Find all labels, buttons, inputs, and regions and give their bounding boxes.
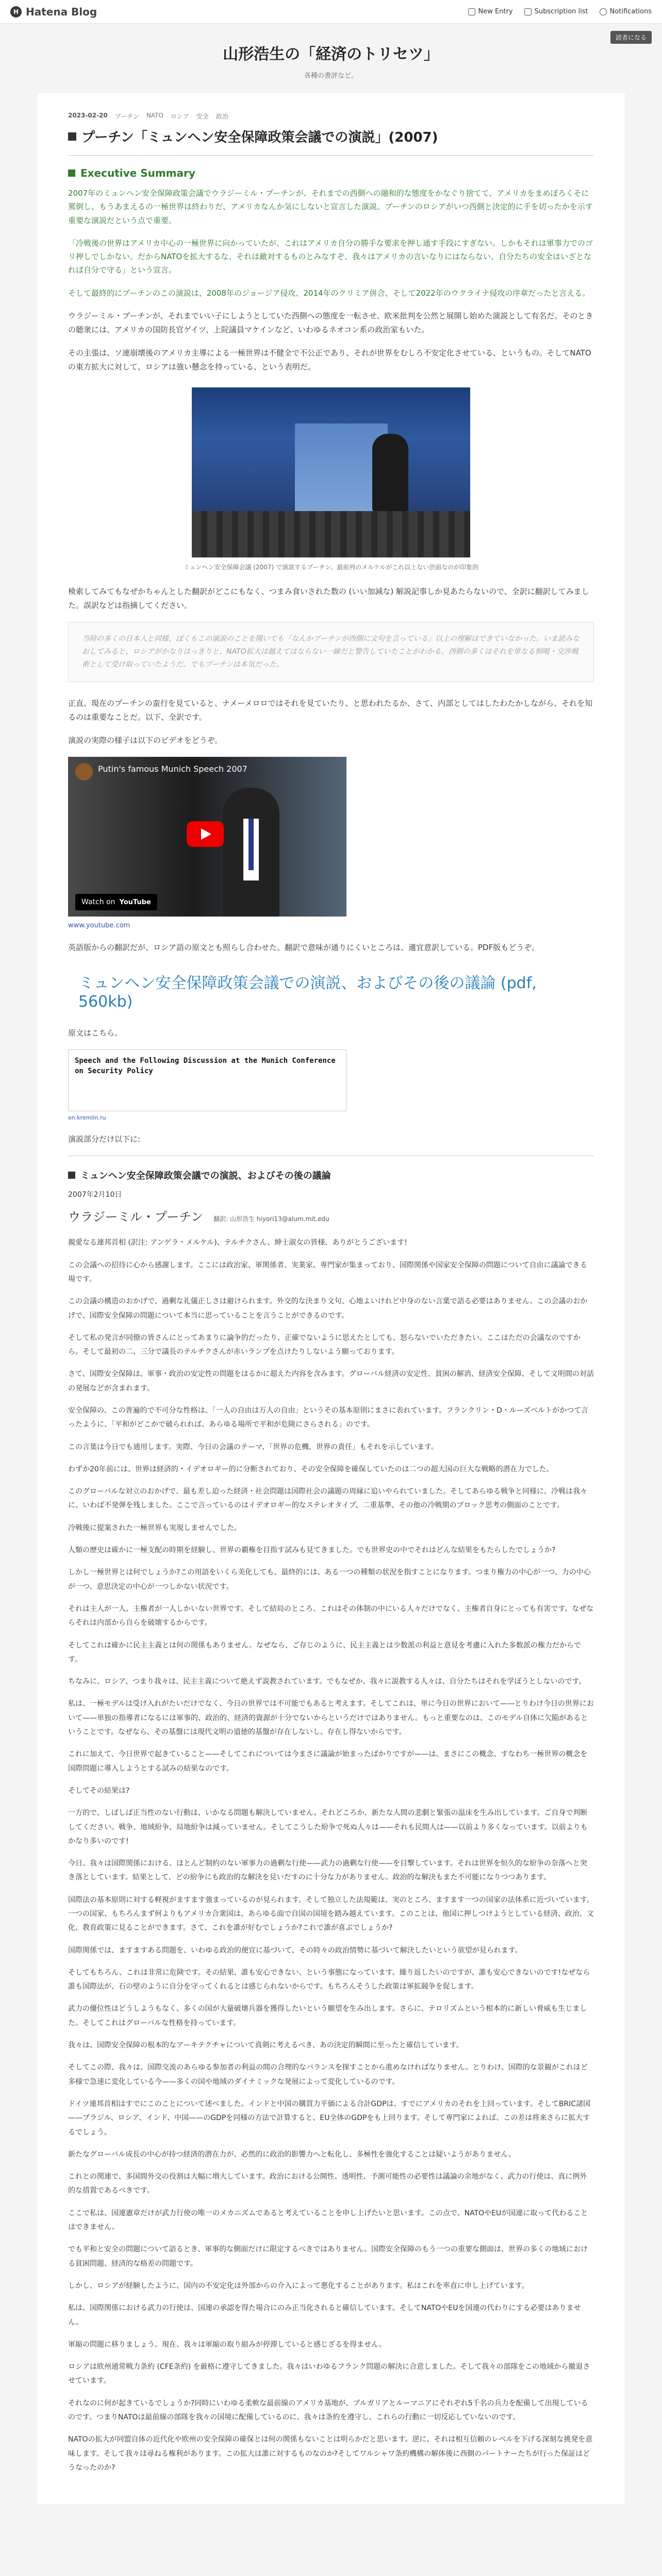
speech-paragraph: そしてこの際、我々は、国際交流のあらゆる参加者の利益の間の合理的なバランスを探すことから進めなければなりません。とりわけ、国際的な景観がこれほど多様で急速に変化している今——多くの国や地域のダイナミックな発展によって変化しているのです。 <box>68 2063 588 2086</box>
speech-paragraph: 今日、我々は国際関係における、ほとんど制約のない軍事力の過剰な行使——武力の過剰な行使——を目撃しています。それは世界を恒久的な紛争の奈落へと突き落としています。結果として、どの紛争にも政治的な解決を見いだすのに十分な力がありません。政治的な解決もまた不可能になりつつあります。 <box>68 1859 587 1882</box>
entry-meta <box>68 112 594 121</box>
speech-paragraph: 一方的で、しばしば正当性のない行動は、いかなる問題も解決していません。それどころか、新たな人間の悲劇と緊張の温床を生み出しています。ご自身で判断してください。戦争、地域紛争、局地紛争は減っていません。そしてこうした紛争で死ぬ人々は——それも民間人は——以前より多くなっています。以前よりもかなり多いのです! <box>68 1809 588 1845</box>
speech-paragraph: 安全保障の、この普遍的で不可分な性格は、「一人の自由は万人の自由」というその基本原則にまさに表れています。フランクリン・D・ルーズベルトがかつて言ったように、「平和がどこかで破られれば、あらゆる場所で平和が危険にさらされる」のです。 <box>68 1406 589 1429</box>
blog-header <box>0 24 662 93</box>
video-title[interactable]: Putin's famous Munich Speech 2007 <box>98 764 247 774</box>
speech-paragraph: このグローバルな対立のおかげで、最も差し迫った経済・社会問題は国際社会の議題の周縁に追いやられていました。そしてあらゆる戦争と同様に、冷戦は我々に、いわば不発弾を残しました。ここで言っているのはイデオロギー的なステレオタイプ、二重基準、その他の冷戦期のブロック思考の側面のことです。 <box>68 1487 588 1510</box>
watch-on-label: Watch on <box>81 898 115 907</box>
speech-date: 2007年2月10日 <box>68 1191 122 1199</box>
body-paragraph: 検索してみてもなぜかちゃんとした翻訳がどこにもなく、つまみ食いされた数の (いい加減な) 解説記事しか見あたらないので、全訳に翻訳してみました。誤訳などは指摘してください。 <box>68 586 589 610</box>
list-icon <box>524 8 532 15</box>
speech-paragraph: 我々は、国際安全保障の根本的なアーキテクチャについて真剣に考えるべき、あの決定的瞬間に至ったと確信しています。 <box>68 2041 464 2050</box>
youtube-embed[interactable] <box>68 757 346 917</box>
body-paragraph: 正直、現在のプーチンの蛮行を見ていると、ナメーメロロではそれを見ていたり、と思われたるか、さて、内部としてはしたわたかしながら、それを知るのは重要なことだ。以下、全訳です。 <box>68 699 593 722</box>
speaker-name: ウラジーミル・プーチン <box>68 1210 204 1225</box>
speech-paragraph: この言葉は今日でも通用します。実際、今日の会議のテーマ、「世界の危機、世界の責任」もそれを示しています。 <box>68 1443 438 1451</box>
pencil-icon <box>468 8 475 15</box>
category-link[interactable]: NATO <box>146 112 163 119</box>
speech-photo <box>192 387 470 557</box>
speech-paragraph: そしてこれは確かに民主主義とは何の関係もありません。なぜなら、ご存じのように、民主主義とは少数派の利益と意見を考慮に入れた多数派の権力だからです。 <box>68 1641 581 1664</box>
body-paragraph: その主張は、ソ連崩壊後のアメリカ主導による一極世界は不健全で不公正であり、それが世界をむしろ不安定化させている、というもの。そしてNATOの東方拡大に対して、ロシアは強い懸念を持っている、という表明だ。 <box>68 348 591 371</box>
entry-date[interactable]: 2023-02-20 <box>68 112 108 119</box>
speech-paragraph: 私は、国際関係における武力の行使は、国連の承認を得た場合にのみ正当化されると確信しています。そしてNATOやEUを国連の代わりにする必要はありません。 <box>68 2304 581 2327</box>
speech-paragraph: 国際法の基本原則に対する軽視がますます強まっているのが見られます。そして独立した法規範は、実のところ、ますます一つの国家の法体系に近づいています。一つの国家、もちろんまず何よりもアメリカ合衆国は、あらゆる面で自国の国境を踏み越えています。このことは、他国に押しつけようとしている経済、政治、文化、教育政策に見ることができます。さて、これを誰が好むでしょうか?これで誰が喜ぶでしょうか? <box>68 1895 594 1933</box>
blockquote: 当時の多くの日本人と同様、ぼくもこの演説のことを聞いても「なんかプーチンが西側に文句を言っている」以上の理解はできていなかった。いま読みなおしてみると、ロシアがかなりはっきりと、NATO拡大は越えてはならない一線だと警告していたことがわかる。西側の多くはそれを単なる恫喝・交渉戦術として受け取っていたようだ。でもプーチンは本気だった。 <box>68 622 594 683</box>
speech-paragraph: それなのに何が起きているでしょうか?同時にいわゆる柔軟な最前線のアメリカ基地が、ブルガリアとルーマニアにそれぞれ5千名の兵力を配備して出現しているのです。つまりNATOは最前線の部隊を我々の国境に配備しているのに、我々は条約を遵守し、これらの行動に一切反応していないのです。 <box>68 2399 588 2422</box>
speech-paragraph: さて、国際安全保障は、軍事・政治の安定性の問題をはるかに超えた内容を含みます。グローバル経済の安定性、貧困の解消、経済安全保障、そして文明間の対話の発展などが含まれます。 <box>68 1370 594 1393</box>
brand-label: Hatena Blog <box>26 5 97 18</box>
speech-paragraph: 人類の歴史は確かに一極支配の時期を経験し、世界の覇権を目指す試みも見てきました。でも世界史の中でそれはどんな結果をもたらしたでしょうか? <box>68 1546 556 1555</box>
speech-paragraph: 私は、一極モデルは受け入れがたいだけでなく、今日の世界では不可能でもあると考えます。そしてこれは、単に今日の世界において——とりわけ今日の世界において——単独の指導者になるには軍事的、政治的、経済的資源が十分でないからというだけではありません。もっと重要なのは、このモデル自体に欠陥があるということです。なぜなら、その基盤には現代文明の道徳的基盤が存在しないし、存在し得ないからです。 <box>68 1700 594 1737</box>
speech-paragraph: ドイツ連邦首相はすでにこのことについて述べました。インドと中国の購買力平価による合計GDPは、すでにアメリカのそれを上回っています。そしてBRIC諸国——ブラジル、ロシア、インド、中国——のGDPを同様の方法で計算すると、EU全体のGDPをも上回ります。そして専門家によれば、この差は将来さらに拡大するでしょう。 <box>68 2099 591 2137</box>
exec-summary-heading <box>68 167 594 179</box>
top-bar <box>0 0 662 24</box>
title-square-icon <box>68 132 76 141</box>
category-link[interactable]: ロシア <box>170 113 189 120</box>
speech-paragraph: この会議の構造のおかげで、過剰な礼儀正しさは避けられます。外交的な決まり文句、心地よいけれど中身のない言葉で語る必要はありません。この会議のおかげで、国際安全保障の問題について本当に思っていることを言うことができるのです。 <box>68 1297 588 1320</box>
source-embed-card[interactable]: Speech and the Following Discussion at the Munich Conference on Security Policy <box>68 1049 346 1111</box>
exec-summary-paragraph: 「冷戦後の世界はアメリカ中心の一極世界に向かっていたが、これはアメリカ自分の勝手な要求を押し通す手段にすぎない。しかもそれは軍事力でのゴリ押しでしかない。だからNATOを拡大するな、それは敵対するものとみなすぞ、我々はアメリカの言いなりにはならない、自分たちの安全はいざとなれば自分で守る」という宣言。 <box>68 238 593 275</box>
speech-paragraph: そしてその結果は? <box>68 1786 130 1795</box>
exec-summary-paragraph: そして最終的にプーチンのこの演説は、2008年のジョージア侵攻、2014年のクリミア併合、そして2022年のウクライナ侵攻の序章だったと言える。 <box>68 288 590 298</box>
entry-title[interactable] <box>68 127 594 146</box>
speaker-figure <box>223 788 279 917</box>
speech-section-heading <box>68 1168 594 1182</box>
speech-paragraph: ちなみに、ロシア、つまり我々は、民主主義について絶えず説教されています。でもなぜか、我々に説教する人々は、自分たちはそれを学ぼうとしないのです。 <box>68 1677 586 1686</box>
speaker-figure <box>372 434 408 511</box>
speech-body <box>68 1236 594 2475</box>
heading-square-icon <box>68 170 75 177</box>
play-icon[interactable] <box>187 821 224 847</box>
speech-paragraph: 武力の優位性はどうしようもなく、多くの国が大量破壊兵器を獲得したいという願望を生み出します。さらに、テロリズムという根本的に新しい脅威も生じました。そしてこれはグローバルな性格を持っています。 <box>68 2005 587 2027</box>
blog-title[interactable]: 山形浩生の「経済のトリセツ」 <box>223 45 439 63</box>
notifications-label: Notifications <box>609 8 652 15</box>
category-link[interactable]: プーチン <box>114 113 139 120</box>
speech-paragraph: そして私の発言が同僚の皆さんにとってあまりに論争的だったり、正確でないように思えたとしても、怒らないでいただきたい。ここはただの会議なのですから。そして最初の二、三分で議長のテルチクさんが赤いランプを点けたりしないよう願っております。 <box>68 1333 581 1357</box>
blog-description: 各種の書評など。 <box>304 72 358 80</box>
speech-paragraph: そしてもちろん、これは非常に危険です。その結果、誰も安心できない、という事態になっています。繰り返したいのですが、誰も安心できないのです!なぜなら誰も国際法が、石の壁のように自分を守ってくれるとは感じられないからです。もちろんそうした政策は軍拡競争を促します。 <box>68 1968 590 1991</box>
bottom-fade <box>0 2514 662 2576</box>
body-paragraph: ウラジーミル・プーチンが、それまでいい子にしようとしていた西側への態度を一転させ、欧米批判を公然と展開し始めた演説として有名だ。そのときの聴衆には、アメリカの国防長官ゲイツ、上院議員マケインなど、いわゆるネオコン系の政治家もいた。 <box>68 311 593 334</box>
speech-paragraph: これとの関連で、多国間外交の役割は大幅に増大しています。政治における公開性、透明性、予測可能性の必要性は議論の余地がなく、武力の行使は、真に例外的な措置であるべきです。 <box>68 2173 587 2195</box>
subscription-list-label: Subscription list <box>534 8 588 15</box>
hatena-logo-icon: H <box>10 6 22 18</box>
speech-section-heading-text: ミュンヘン安全保障政策会議での演説、およびその後の議論 <box>80 1171 331 1182</box>
hatena-logo[interactable] <box>10 6 97 18</box>
divider <box>68 155 594 156</box>
pdf-download-link[interactable]: ミュンヘン安全保障政策会議での演説、およびその後の議論 (pdf, 560kb) <box>78 974 537 1011</box>
entry-content <box>37 93 625 2504</box>
source-embed-domain[interactable]: en.kremlin.ru <box>68 1114 106 1122</box>
youtube-logo: YouTube <box>119 898 151 906</box>
speech-paragraph: ロシアは欧州通常戦力条約 (CFE条約) を厳格に遵守してきました。我々はいわゆるフランク問題の解決に合意しました。そして我々の部隊をこの地域から撤退させています。 <box>68 2363 590 2385</box>
speech-paragraph: 軍縮の問題に移りましょう。現在、我々は軍縮の取り組みが停滞していると感じざるを得ません。 <box>68 2340 386 2349</box>
entry-title-text: プーチン「ミュンヘン安全保障政策会議での演説」(2007) <box>81 130 438 145</box>
speech-paragraph: これに加えて、今日世界で起きていること——そしてこれについては今まさに議論が始まったばかりですが——は、まさにこの概念、すなわち一極世界の概念を国際問題に導入しようとする試みの結果なのです。 <box>68 1750 588 1773</box>
exec-summary-heading-text: Executive Summary <box>80 167 195 179</box>
audience <box>192 511 470 557</box>
speech-paragraph: 親愛なる連邦首相 (訳注: アンゲラ・メルケル)、テルチクさん、紳士淑女の皆様、ありがとうございます! <box>68 1239 407 1247</box>
exec-summary-paragraph: 2007年のミュンヘン安全保障政策会議でウラジーミル・プーチンが、それまでの西側への融和的な態度をかなぐり捨てて、アメリカをまめぼろくそに罵倒し、もうあまえるの一極世界は終わりだ、アメリカなんか気にしないと宣言した演説。プーチンのロシアがいつ西側と決定的に手を切ったかを示す重要な演説だという点で重要。 <box>68 189 593 225</box>
subscribe-button[interactable]: 読者になる <box>610 31 652 44</box>
category-link[interactable]: 安全 <box>196 113 209 120</box>
speech-paragraph: 新たなグローバル成長の中心が持つ経済的潜在力が、必然的に政治的影響力へと転化し、多極性を強化することは疑いようがありません。 <box>68 2150 516 2159</box>
speaker-line <box>68 1207 594 1225</box>
channel-avatar[interactable] <box>75 763 93 781</box>
subscription-list-link[interactable] <box>524 8 588 15</box>
new-entry-label: New Entry <box>478 8 513 15</box>
speech-paragraph: NATOの拡大が同盟自体の近代化や欧州の安全保障の確保とは何の関係もないことは明らかだと思います。逆に、それは相互信頼のレベルを下げる深刻な挑発を意味します。そして我々は尋ねる権利があります。この拡大は誰に対するものなのか?そしてワルシャワ条約機構の解体後に西側のパートナーたちが行った保証はどうなったのか? <box>68 2435 593 2472</box>
new-entry-link[interactable] <box>468 8 513 15</box>
translator-credit: 翻訳: 山形浩生 hiyori13@alum.mit.edu <box>213 1215 329 1223</box>
photo-caption: ミュンヘン安全保障会議 (2007) で演説するプーチン。最前列のメルケルがこれ以上ない渋面なのが印象的 <box>183 563 479 571</box>
speech-paragraph: しかし一極世界とは何でしょうか?この用語をいくら美化しても、最終的には、ある一つの種類の状況を指すことになります。つまり権力の中心が一つ、力の中心が一つ、意思決定の中心が一つしかない状況です。 <box>68 1568 591 1591</box>
speech-paragraph: 冷戦後に提案された一極世界も実現しませんでした。 <box>68 1523 241 1532</box>
speech-paragraph: わずか20年前には、世界は経済的・イデオロギー的に分断されており、その安全保障を確保していたのは二つの超大国の巨大な戦略的潜在力でした。 <box>68 1465 554 1473</box>
heading-square-icon <box>68 1172 75 1179</box>
translation-note: 英語版からの翻訳だが、ロシア語の原文とも照らし合わせた。翻訳で意味が通りにくいところは、適宜意訳している。PDF版もどうぞ。 <box>68 943 539 953</box>
bell-icon <box>600 8 607 15</box>
video-intro: 演説の実際の様子は以下のビデオをどうぞ。 <box>68 736 223 745</box>
speech-paragraph: この会議への招待に心から感謝します。ここには政治家、軍関係者、実業家、専門家が集まっており、国際関係や国家安全保障の問題について自由に議論できる場です。 <box>68 1261 587 1283</box>
speech-paragraph: ここで私は、国連憲章だけが武力行使の唯一のメカニズムであると考えていることを申し上げたいと思います。この点で、NATOやEUが国連に取って代わることはできません。 <box>68 2209 588 2232</box>
category-link[interactable]: 政治 <box>216 113 228 120</box>
end-note: 演説部分だけ以下に: <box>68 1134 141 1144</box>
notifications-link[interactable] <box>600 8 652 15</box>
youtube-link[interactable]: www.youtube.com <box>68 922 130 930</box>
speech-paragraph: 国際関係では、ますますある問題を、いわゆる政治的便宜に基づいて、その時々の政治情勢に基づいて解決したいという欲望が見られます。 <box>68 1946 522 1955</box>
watch-on-youtube-button[interactable] <box>75 894 157 910</box>
speech-paragraph: それは主人が一人、主権者が一人しかいない世界です。そして結局のところ、これはその体制の中にいる人々だけでなく、主権者自身にとっても有害です。なぜならそれは内部から自らを破壊するからです。 <box>68 1604 594 1628</box>
speech-paragraph: でも平和と安全の問題について語るとき、軍事的な側面だけに限定するべきではありません。国際安全保障のもう一つの重要な側面は、世界の多くの地域における貧困問題、経済的な格差の問題です。 <box>68 2245 588 2268</box>
speech-paragraph: しかし、ロシアが経験したように、国内の不安定化は外部からの介入によって悪化することがあります。私はこれを率直に申し上げています。 <box>68 2281 529 2290</box>
source-label: 原文はこちら。 <box>68 1028 123 1038</box>
